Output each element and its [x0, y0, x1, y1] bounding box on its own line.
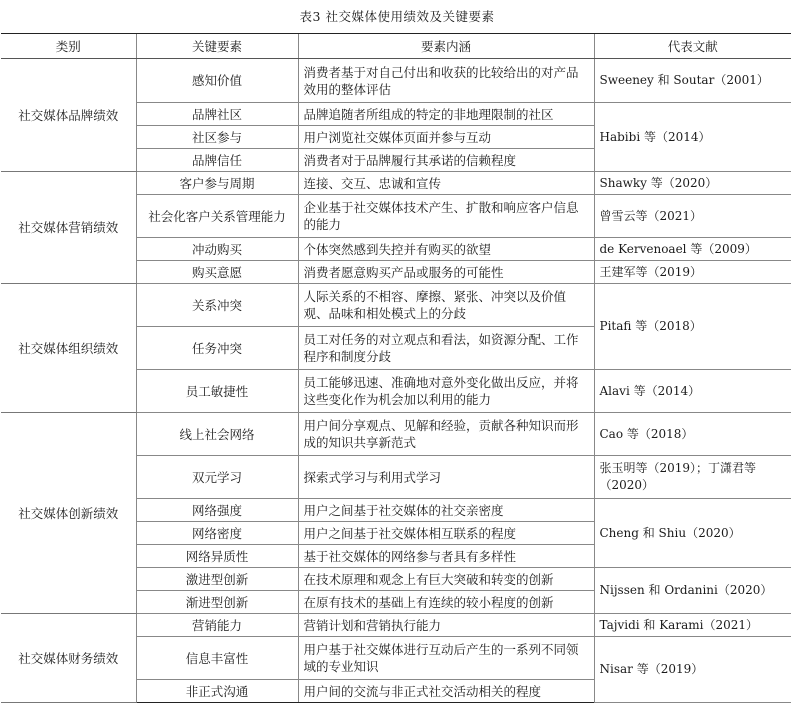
table-row	[1, 413, 791, 456]
connotation-cell: 用户间分享观点、见解和经验，贡献各种知识而形成的知识共享新范式	[298, 413, 594, 456]
category-cell: 社交媒体创新绩效	[1, 413, 136, 614]
table-row	[1, 59, 791, 103]
connotation-cell: 用户基于社交媒体进行互动后产生的一系列不同领域的专业知识	[298, 637, 594, 680]
header-category: 类别	[1, 34, 136, 59]
key-element-cell: 渐进型创新	[136, 591, 298, 614]
key-element-cell: 营销能力	[136, 614, 298, 637]
reference-cell: Pitafi 等（2018）	[594, 284, 791, 370]
key-element-cell: 冲动购买	[136, 238, 298, 261]
reference-cell: Habibi 等（2014）	[594, 103, 791, 172]
key-element-cell: 感知价值	[136, 59, 298, 103]
key-element-cell: 品牌社区	[136, 103, 298, 126]
key-element-cell: 线上社会网络	[136, 413, 298, 456]
reference-cell: de Kervenoael 等（2009）	[594, 238, 791, 261]
key-element-cell: 双元学习	[136, 456, 298, 499]
connotation-cell: 用户间的交流与非正式社交活动相关的程度	[298, 680, 594, 703]
key-element-cell: 关系冲突	[136, 284, 298, 327]
category-cell: 社交媒体品牌绩效	[1, 59, 136, 172]
connotation-cell: 人际关系的不相容、摩擦、紧张、冲突以及价值观、品味和相处模式上的分歧	[298, 284, 594, 327]
connotation-cell: 企业基于社交媒体技术产生、扩散和响应客户信息的能力	[298, 195, 594, 238]
reference-cell: Cao 等（2018）	[594, 413, 791, 456]
header-connotation: 要素内涵	[298, 34, 594, 59]
reference-cell: Nisar 等（2019）	[594, 637, 791, 703]
key-element-cell: 客户参与周期	[136, 172, 298, 195]
connotation-cell: 用户之间基于社交媒体的社交亲密度	[298, 499, 594, 522]
connotation-cell: 员工对任务的对立观点和看法，如资源分配、工作程序和制度分歧	[298, 327, 594, 370]
category-cell: 社交媒体财务绩效	[1, 614, 136, 703]
key-element-cell: 网络异质性	[136, 545, 298, 568]
connotation-cell: 用户之间基于社交媒体相互联系的程度	[298, 522, 594, 545]
connotation-cell: 个体突然感到失控并有购买的欲望	[298, 238, 594, 261]
connotation-cell: 营销计划和营销执行能力	[298, 614, 594, 637]
table-row	[1, 614, 791, 637]
table-row	[1, 284, 791, 327]
reference-cell: 张玉明等（2019）；丁潇君等（2020）	[594, 456, 791, 499]
reference-cell: Sweeney 和 Soutar（2001）	[594, 59, 791, 103]
header-key-element: 关键要素	[136, 34, 298, 59]
key-element-cell: 员工敏捷性	[136, 370, 298, 413]
connotation-cell: 连接、交互、忠诚和宣传	[298, 172, 594, 195]
reference-cell: 曾雪云等（2021）	[594, 195, 791, 238]
reference-cell: Tajvidi 和 Karami（2021）	[594, 614, 791, 637]
key-element-cell: 信息丰富性	[136, 637, 298, 680]
connotation-cell: 员工能够迅速、准确地对意外变化做出反应，并将这些变化作为机会加以利用的能力	[298, 370, 594, 413]
reference-cell: Cheng 和 Shiu（2020）	[594, 499, 791, 568]
table-row	[1, 172, 791, 195]
connotation-cell: 品牌追随者所组成的特定的非地理限制的社区	[298, 103, 594, 126]
reference-cell: 王建军等（2019）	[594, 261, 791, 284]
key-element-cell: 网络强度	[136, 499, 298, 522]
connotation-cell: 消费者对于品牌履行其承诺的信赖程度	[298, 149, 594, 172]
key-element-cell: 网络密度	[136, 522, 298, 545]
connotation-cell: 消费者基于对自己付出和收获的比较给出的对产品效用的整体评估	[298, 59, 594, 103]
connotation-cell: 基于社交媒体的网络参与者具有多样性	[298, 545, 594, 568]
key-element-cell: 非正式沟通	[136, 680, 298, 703]
connotation-cell: 消费者愿意购买产品或服务的可能性	[298, 261, 594, 284]
reference-cell: Nijssen 和 Ordanini（2020）	[594, 568, 791, 614]
key-element-cell: 品牌信任	[136, 149, 298, 172]
connotation-cell: 在原有技术的基础上有连续的较小程度的创新	[298, 591, 594, 614]
connotation-cell: 用户浏览社交媒体页面并参与互动	[298, 126, 594, 149]
key-element-cell: 购买意愿	[136, 261, 298, 284]
key-element-cell: 社区参与	[136, 126, 298, 149]
header-row	[1, 34, 791, 59]
connotation-cell: 探索式学习与利用式学习	[298, 456, 594, 499]
key-element-cell: 任务冲突	[136, 327, 298, 370]
header-references: 代表文献	[594, 34, 791, 59]
key-element-cell: 激进型创新	[136, 568, 298, 591]
category-cell: 社交媒体组织绩效	[1, 284, 136, 413]
key-element-cell: 社会化客户关系管理能力	[136, 195, 298, 238]
reference-cell: Shawky 等（2020）	[594, 172, 791, 195]
category-cell: 社交媒体营销绩效	[1, 172, 136, 284]
connotation-cell: 在技术原理和观念上有巨大突破和转变的创新	[298, 568, 594, 591]
reference-cell: Alavi 等（2014）	[594, 370, 791, 413]
performance-table	[1, 33, 791, 703]
table-caption: 表3 社交媒体使用绩效及关键要素	[299, 9, 495, 24]
